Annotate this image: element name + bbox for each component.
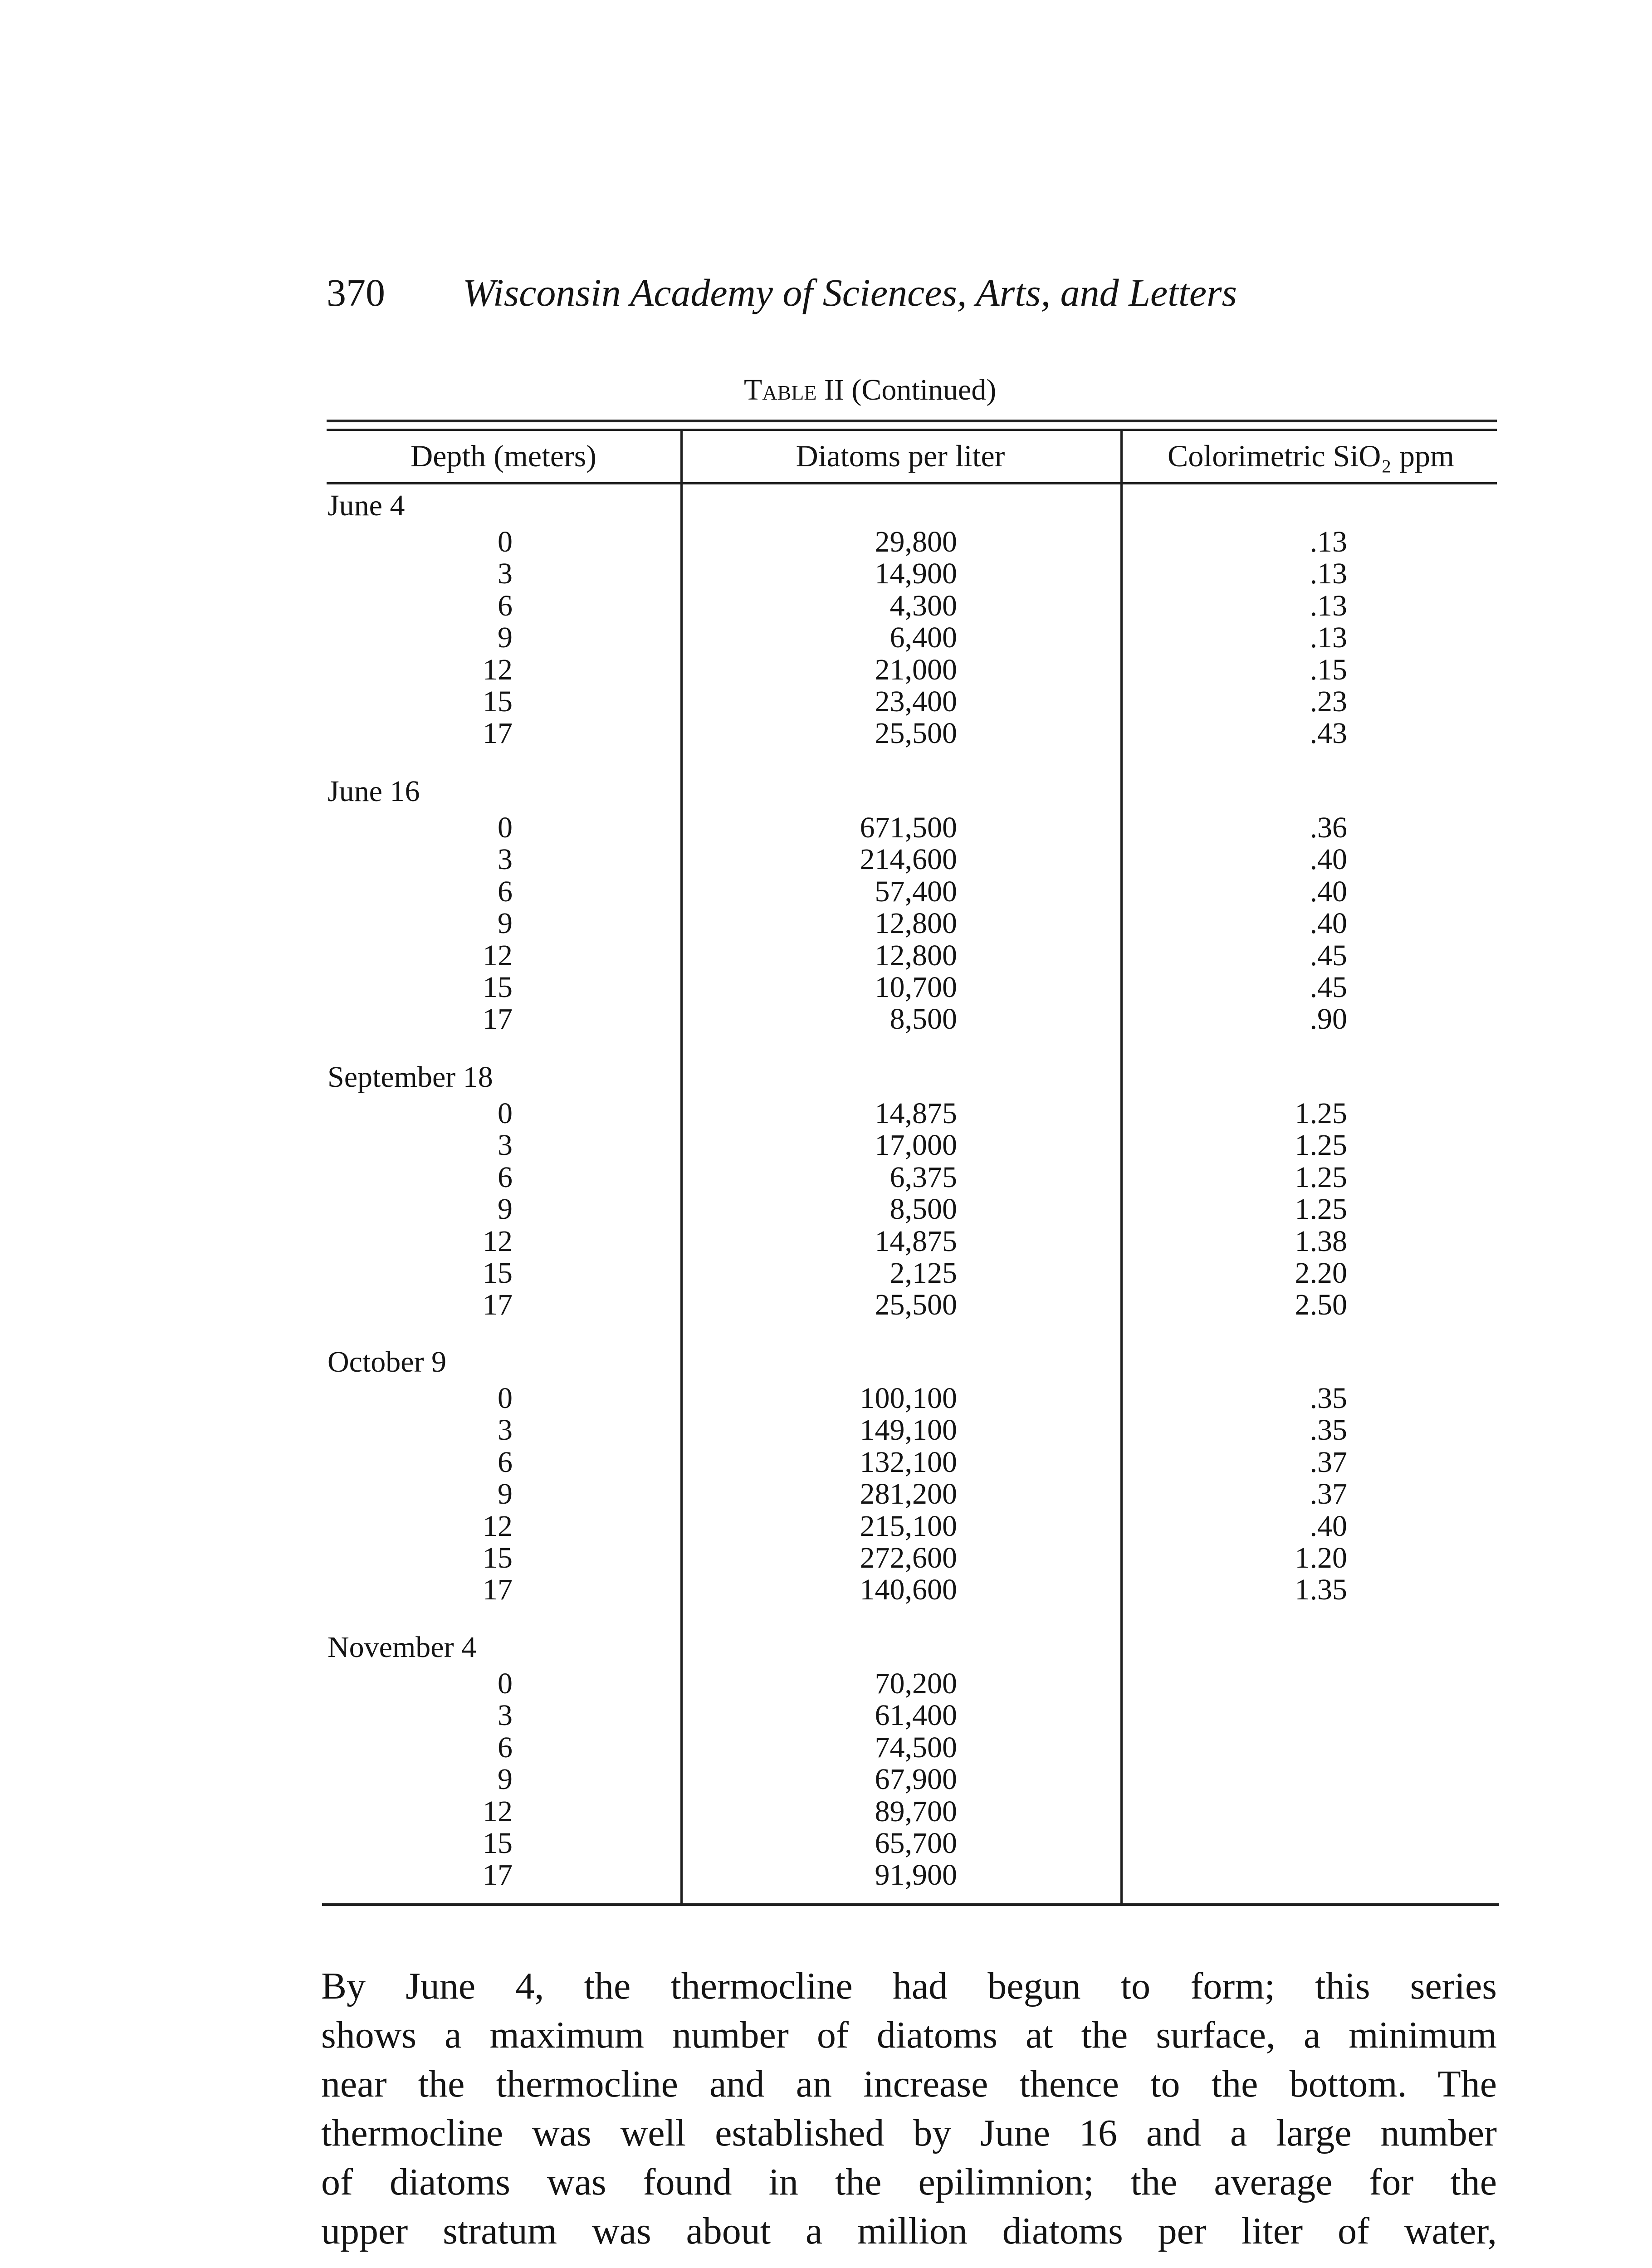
table-cell-diatoms: 74,500 — [875, 1730, 957, 1764]
table-cell-diatoms: 6,375 — [890, 1160, 957, 1194]
page-number: 370 — [327, 271, 385, 314]
table-cell-silica: .13 — [1310, 557, 1347, 591]
table-caption-label: Table II — [744, 373, 844, 406]
paragraph-line: near the thermocline and an increase thence to the bottom. The — [321, 2063, 1497, 2105]
table-cell-silica: .15 — [1310, 653, 1347, 686]
paragraph-line: upper stratum was about a million diatoms per liter of water, — [321, 2210, 1497, 2252]
table-cell-depth: 0 — [498, 525, 513, 558]
body-paragraph — [321, 1962, 1497, 2256]
table-cell-depth: 3 — [498, 1699, 513, 1732]
table-cell-depth: 0 — [498, 1097, 513, 1130]
table-cell-diatoms: 8,500 — [890, 1002, 957, 1036]
table-cell-depth: 12 — [483, 653, 513, 686]
table-cell-depth: 6 — [498, 1160, 513, 1194]
table-cell-depth: 9 — [498, 1477, 513, 1511]
table-cell-diatoms: 12,800 — [875, 938, 957, 972]
table-cell-depth: 0 — [498, 1382, 513, 1415]
table-cell-diatoms: 4,300 — [890, 589, 957, 622]
table-cell-diatoms: 29,800 — [875, 525, 957, 558]
paragraph-line: thermocline was well established by June 16 and a large number — [321, 2112, 1497, 2154]
table-cell-depth: 17 — [483, 1002, 513, 1036]
table-cell-depth: 15 — [483, 1827, 513, 1860]
paragraph-line: By June 4, the thermocline had begun to form; this series — [321, 1965, 1497, 2007]
table-cell-depth: 0 — [498, 1667, 513, 1700]
table-cell-silica: .37 — [1310, 1445, 1347, 1479]
table-cell-depth: 12 — [483, 938, 513, 972]
table-cell-diatoms: 14,875 — [875, 1097, 957, 1130]
table-caption-suffix: (Continued) — [851, 373, 997, 406]
table-cell-depth: 15 — [483, 685, 513, 718]
table-cell-diatoms: 67,900 — [875, 1763, 957, 1796]
table-cell-depth: 6 — [498, 1445, 513, 1479]
table-cell-diatoms: 272,600 — [860, 1541, 957, 1574]
table-cell-silica: 1.38 — [1295, 1224, 1347, 1258]
table-cell-silica: .45 — [1310, 938, 1347, 972]
table-cell-diatoms: 21,000 — [875, 653, 957, 686]
table-cell-silica: 2.20 — [1295, 1256, 1347, 1290]
table-cell-depth: 17 — [483, 1858, 513, 1892]
table-cell-depth: 6 — [498, 875, 513, 908]
column-divider-2 — [1120, 430, 1123, 1904]
running-header — [327, 268, 1370, 318]
table-cell-depth: 17 — [483, 1573, 513, 1607]
table-cell-silica: .13 — [1310, 621, 1347, 655]
table-cell-diatoms: 140,600 — [860, 1573, 957, 1607]
table-cell-diatoms: 215,100 — [860, 1509, 957, 1543]
table-bottom-rule — [322, 1903, 1499, 1906]
paragraph-line: shows a maximum number of diatoms at the surface, a minimum — [321, 2014, 1497, 2056]
table-cell-silica: .40 — [1310, 1509, 1347, 1543]
table-cell-silica: .43 — [1310, 717, 1347, 750]
table-cell-diatoms: 12,800 — [875, 907, 957, 940]
table-cell-silica: .90 — [1310, 1002, 1347, 1036]
table-cell-depth: 12 — [483, 1224, 513, 1258]
table-cell-depth: 15 — [483, 1541, 513, 1574]
table-cell-diatoms: 2,125 — [890, 1256, 957, 1290]
table-cell-diatoms: 70,200 — [875, 1667, 957, 1700]
table-cell-depth: 12 — [483, 1794, 513, 1828]
table-cell-diatoms: 91,900 — [875, 1858, 957, 1892]
table-cell-depth: 3 — [498, 557, 513, 591]
table-cell-silica: .40 — [1310, 875, 1347, 908]
table-cell-silica: 1.25 — [1295, 1129, 1347, 1162]
table-cell-depth: 3 — [498, 1413, 513, 1447]
table-cell-silica: .13 — [1310, 589, 1347, 622]
table-cell-depth: 6 — [498, 589, 513, 622]
table-cell-depth: 9 — [498, 907, 513, 940]
table-cell-diatoms: 8,500 — [890, 1193, 957, 1226]
table-caption — [744, 370, 1152, 411]
table-cell-depth: 17 — [483, 717, 513, 750]
table-cell-silica: 1.25 — [1295, 1097, 1347, 1130]
table-cell-diatoms: 61,400 — [875, 1699, 957, 1732]
column-header-depth: Depth (meters) — [411, 439, 596, 473]
table-header-rule — [327, 482, 1497, 484]
table-cell-silica: .40 — [1310, 907, 1347, 940]
table-cell-depth: 15 — [483, 971, 513, 1004]
table-cell-depth: 15 — [483, 1256, 513, 1290]
column-header-diatoms: Diatoms per liter — [796, 439, 1005, 473]
group-date-label: November 4 — [327, 1631, 477, 1664]
table-cell-silica: .13 — [1310, 525, 1347, 558]
table-cell-depth: 9 — [498, 1763, 513, 1796]
table-cell-silica: .36 — [1310, 811, 1347, 844]
table-cell-diatoms: 214,600 — [860, 843, 957, 876]
table-cell-depth: 0 — [498, 811, 513, 844]
table-cell-diatoms: 14,875 — [875, 1224, 957, 1258]
table-cell-depth: 9 — [498, 1193, 513, 1226]
table-cell-depth: 12 — [483, 1509, 513, 1543]
table-cell-silica: 2.50 — [1295, 1288, 1347, 1322]
table-cell-depth: 9 — [498, 621, 513, 655]
table-cell-depth: 3 — [498, 1129, 513, 1162]
table-cell-silica: .35 — [1310, 1382, 1347, 1415]
group-date-label: September 18 — [327, 1061, 493, 1094]
table-cell-silica: .37 — [1310, 1477, 1347, 1511]
table-cell-diatoms: 65,700 — [875, 1827, 957, 1860]
table-cell-silica: .23 — [1310, 685, 1347, 718]
table-cell-diatoms: 25,500 — [875, 717, 957, 750]
table-cell-diatoms: 23,400 — [875, 685, 957, 718]
table-cell-depth: 17 — [483, 1288, 513, 1322]
table-cell-diatoms: 671,500 — [860, 811, 957, 844]
table-cell-silica: .40 — [1310, 843, 1347, 876]
table-cell-diatoms: 6,400 — [890, 621, 957, 655]
table-cell-silica: 1.25 — [1295, 1160, 1347, 1194]
table-cell-silica: .35 — [1310, 1413, 1347, 1447]
table-cell-diatoms: 100,100 — [860, 1382, 957, 1415]
group-date-label: June 16 — [327, 775, 420, 808]
table-cell-diatoms: 149,100 — [860, 1413, 957, 1447]
group-date-label: June 4 — [327, 489, 405, 522]
column-divider-1 — [680, 430, 683, 1904]
table-top-rule — [327, 420, 1497, 422]
group-date-label: October 9 — [327, 1345, 447, 1378]
paragraph-line: of diatoms was found in the epilimnion; the average for the — [321, 2161, 1497, 2203]
table-cell-diatoms: 25,500 — [875, 1288, 957, 1322]
table-cell-silica: .45 — [1310, 971, 1347, 1004]
table-cell-depth: 3 — [498, 843, 513, 876]
table-cell-diatoms: 17,000 — [875, 1129, 957, 1162]
table-cell-silica: 1.25 — [1295, 1193, 1347, 1226]
table-cell-diatoms: 281,200 — [860, 1477, 957, 1511]
table-cell-depth: 6 — [498, 1730, 513, 1764]
table-cell-silica: 1.20 — [1295, 1541, 1347, 1574]
table-cell-diatoms: 10,700 — [875, 971, 957, 1004]
table-cell-diatoms: 14,900 — [875, 557, 957, 591]
table-cell-diatoms: 89,700 — [875, 1794, 957, 1828]
journal-title: Wisconsin Academy of Sciences, Arts, and Letters — [463, 271, 1237, 314]
table-cell-silica: 1.35 — [1295, 1573, 1347, 1607]
column-header-silica: Colorimetric SiO₂ ppm — [1168, 439, 1454, 473]
table-cell-diatoms: 57,400 — [875, 875, 957, 908]
table-cell-diatoms: 132,100 — [860, 1445, 957, 1479]
